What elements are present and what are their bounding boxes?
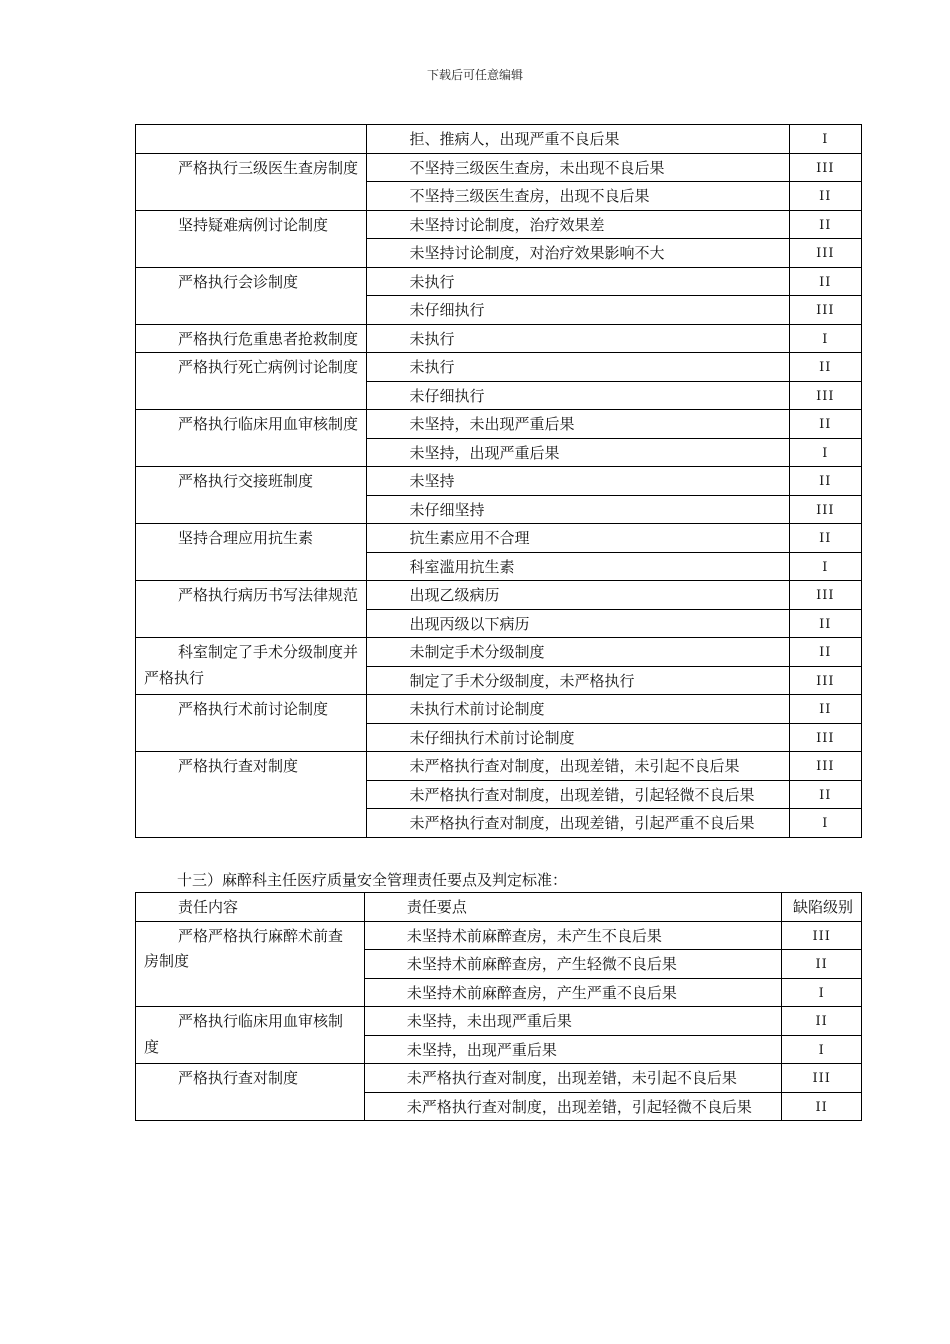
point-cell: 未严格执行查对制度，出现差错，引起轻微不良后果 [364,1092,781,1121]
table-row [136,1007,862,1036]
level-cell: I [789,324,861,353]
point-cell: 科室滥用抗生素 [367,552,789,581]
table-row [136,210,862,239]
level-cell: II [789,210,861,239]
level-cell: II [782,1092,862,1121]
point-cell: 不坚持三级医生查房，出现不良后果 [367,182,789,211]
table-row [136,695,862,724]
level-cell: III [789,723,861,752]
level-cell: III [782,921,862,950]
level-cell: III [782,1064,862,1093]
table-row [136,324,862,353]
level-cell: II [789,638,861,667]
point-cell: 未严格执行查对制度，出现差错，引起轻微不良后果 [367,780,789,809]
level-cell: III [789,239,861,268]
table-row [136,1064,862,1093]
point-cell: 未坚持术前麻醉查房，产生严重不良后果 [364,978,781,1007]
point-cell: 未仔细执行术前讨论制度 [367,723,789,752]
point-cell: 未坚持，出现严重后果 [367,438,789,467]
table-row [136,125,862,154]
point-cell: 出现丙级以下病历 [367,609,789,638]
point-cell: 未坚持，未出现严重后果 [367,410,789,439]
responsibility-table-2 [135,892,862,1121]
content-cell: 严格严格执行麻醉术前查房制度 [136,921,365,1007]
content-cell: 坚持合理应用抗生素 [136,524,367,581]
level-cell: I [789,438,861,467]
header-point-cell: 责任要点 [364,893,781,922]
point-cell: 未坚持讨论制度，治疗效果差 [367,210,789,239]
content-cell: 严格执行查对制度 [136,752,367,838]
table-row [136,638,862,667]
table-row [136,524,862,553]
level-cell: I [789,125,861,154]
point-cell: 未坚持 [367,467,789,496]
point-cell: 未严格执行查对制度，出现差错，引起严重不良后果 [367,809,789,838]
table-row [136,410,862,439]
level-cell: II [789,695,861,724]
table-row [136,467,862,496]
point-cell: 不坚持三级医生查房，未出现不良后果 [367,153,789,182]
point-cell: 拒、推病人，出现严重不良后果 [367,125,789,154]
point-cell: 制定了手术分级制度，未严格执行 [367,666,789,695]
content-cell: 严格执行交接班制度 [136,467,367,524]
point-cell: 未坚持，出现严重后果 [364,1035,781,1064]
level-cell: II [789,410,861,439]
content-cell: 严格执行术前讨论制度 [136,695,367,752]
point-cell: 未仔细执行 [367,381,789,410]
content-cell: 严格执行三级医生查房制度 [136,153,367,210]
level-cell: II [789,267,861,296]
point-cell: 未仔细坚持 [367,495,789,524]
level-cell: III [789,666,861,695]
level-cell: I [782,978,862,1007]
responsibility-table-1 [135,124,862,838]
level-cell: II [789,524,861,553]
level-cell: III [789,495,861,524]
content-cell: 严格执行查对制度 [136,1064,365,1121]
header-level-cell: 缺陷级别 [782,893,862,922]
table-row [136,153,862,182]
point-cell: 未严格执行查对制度，出现差错，未引起不良后果 [367,752,789,781]
table-row [136,752,862,781]
point-cell: 出现乙级病历 [367,581,789,610]
level-cell: II [789,609,861,638]
point-cell: 未严格执行查对制度，出现差错，未引起不良后果 [364,1064,781,1093]
point-cell: 抗生素应用不合理 [367,524,789,553]
level-cell: II [789,353,861,382]
level-cell: III [789,153,861,182]
level-cell: II [782,950,862,979]
point-cell: 未执行术前讨论制度 [367,695,789,724]
point-cell: 未坚持讨论制度，对治疗效果影响不大 [367,239,789,268]
point-cell: 未坚持术前麻醉查房，未产生不良后果 [364,921,781,950]
table-header-row [136,893,862,922]
content-cell: 严格执行病历书写法律规范 [136,581,367,638]
content-cell: 严格执行会诊制度 [136,267,367,324]
level-cell: I [789,552,861,581]
content-cell [136,125,367,154]
content-cell: 坚持疑难病例讨论制度 [136,210,367,267]
point-cell: 未制定手术分级制度 [367,638,789,667]
table-row [136,267,862,296]
table-row [136,581,862,610]
level-cell: II [782,1007,862,1036]
content-cell: 严格执行死亡病例讨论制度 [136,353,367,410]
header-note: 下载后可任意编辑 [426,68,523,82]
point-cell: 未坚持术前麻醉查房，产生轻微不良后果 [364,950,781,979]
section-heading: 十三）麻醉科主任医疗质量安全管理责任要点及判定标准： [177,871,568,889]
point-cell: 未执行 [367,324,789,353]
header-content-cell: 责任内容 [136,893,365,922]
content-cell: 科室制定了手术分级制度并严格执行 [136,638,367,695]
level-cell: III [789,752,861,781]
level-cell: II [789,182,861,211]
content-cell: 严格执行临床用血审核制度 [136,410,367,467]
level-cell: III [789,581,861,610]
content-cell: 严格执行危重患者抢救制度 [136,324,367,353]
level-cell: I [782,1035,862,1064]
level-cell: II [789,780,861,809]
content-cell: 严格执行临床用血审核制度 [136,1007,365,1064]
table-row [136,921,862,950]
point-cell: 未坚持，未出现严重后果 [364,1007,781,1036]
table-row [136,353,862,382]
level-cell: III [789,381,861,410]
point-cell: 未执行 [367,267,789,296]
point-cell: 未执行 [367,353,789,382]
level-cell: II [789,467,861,496]
level-cell: I [789,809,861,838]
level-cell: III [789,296,861,325]
point-cell: 未仔细执行 [367,296,789,325]
